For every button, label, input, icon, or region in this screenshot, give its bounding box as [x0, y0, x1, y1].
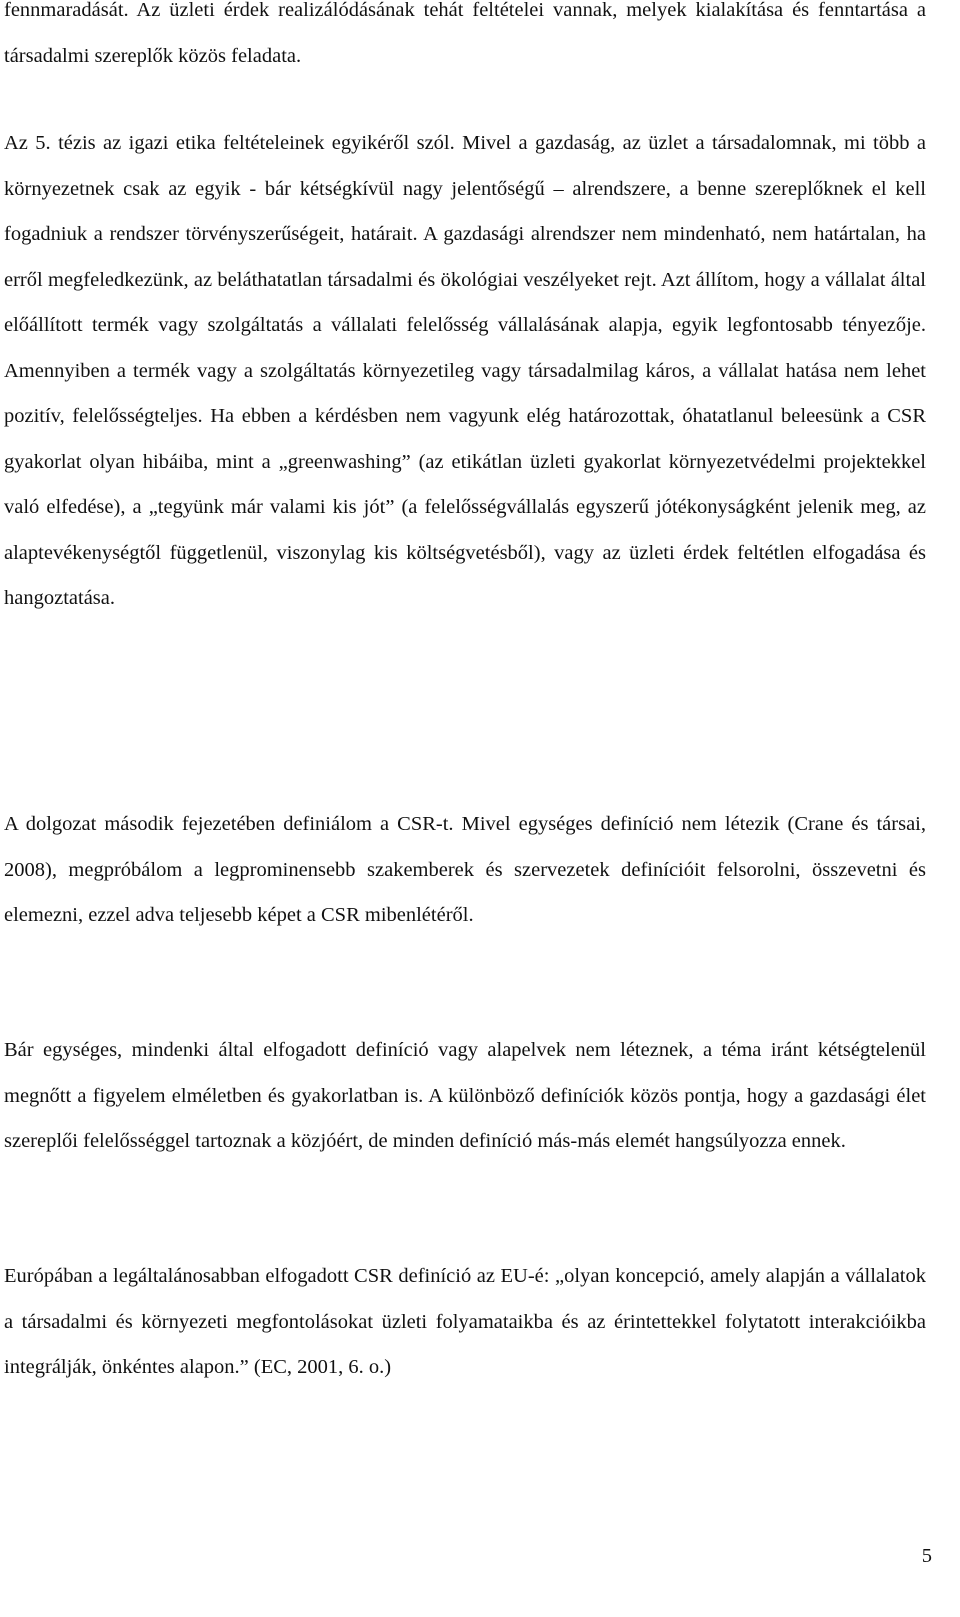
paragraph-thesis-5: Az 5. tézis az igazi etika feltételeinek egyikéről szól. Mivel a gazdaság, az üzlet a társadalomnak, mi több a környezetnek csak az egyik - bár kétségkívül nagy jelentőségű – alrendszere, a benne szereplőknek el kell fogadniuk a rendszer törvényszerűségeit, határait. A gazdasági alrendszer nem mindenható, nem határtalan, ha erről megfeledkezünk, az beláthatatlan társadalmi és ökológiai veszélyeket rejt. Azt állítom, hogy a vállalat által előállított termék vagy szolgáltatás a vállalati felelősség vállalásának alapja, egyik legfontosabb tényezője. Amennyiben a termék vagy a szolgáltatás környezetileg vagy társadalmilag káros, a vállalat hatása nem lehet pozitív, felelősségteljes. Ha ebben a kérdésben nem vagyunk elég határozottak, óhatatlanul beleesünk a CSR gyakorlat olyan hibáiba, mint a „greenwashing” (az etikátlan üzleti gyakorlat környezetvédelmi projektekkel való elfedése), a „tegyünk már valami kis jót” (a felelősségvállalás egyszerű jótékonyságként jelenik meg, az alaptevékenységtől függetlenül, viszonylag kis költségvetésből), vagy az üzleti érdek feltétlen elfogadása és hangoztatása.	[4, 132, 926, 609]
paragraph-eu-definition: Európában a legáltalánosabban elfogadott CSR definíció az EU-é: „olyan koncepció, amely alapján a vállalatok a társadalmi és környezeti megfontolásokat üzleti folyamataikba és az érintettekkel folytatott interakcióikba integrálják, önkéntes alapon.” (EC, 2001, 6. o.)	[4, 1265, 926, 1378]
page-number: 5	[921, 1545, 932, 1567]
paragraph-csr-definition-chapter: A dolgozat második fejezetében definiálom a CSR-t. Mivel egységes definíció nem létezik (Crane és társai, 2008), megpróbálom a legprominensebb szakemberek és szervezetek definícióit felsorolni, összevetni és elemezni, ezzel adva teljesebb képet a CSR mibenlétéről.	[4, 813, 926, 926]
paragraph-common-definitions: Bár egységes, mindenki által elfogadott definíció vagy alapelvek nem léteznek, a téma iránt kétségtelenül megnőtt a figyelem elméletben és gyakorlatban is. A különböző definíciók közös pontja, hogy a gazdasági élet szereplői felelősséggel tartoznak a közjóért, de minden definíció más-más elemét hangsúlyozza ennek.	[4, 1039, 926, 1152]
paragraph-intro-continuation: fennmaradását. Az üzleti érdek realizálódásának tehát feltételei vannak, melyek kialakítása és fenntartása a társadalmi szereplők közös feladata.	[4, 0, 926, 67]
